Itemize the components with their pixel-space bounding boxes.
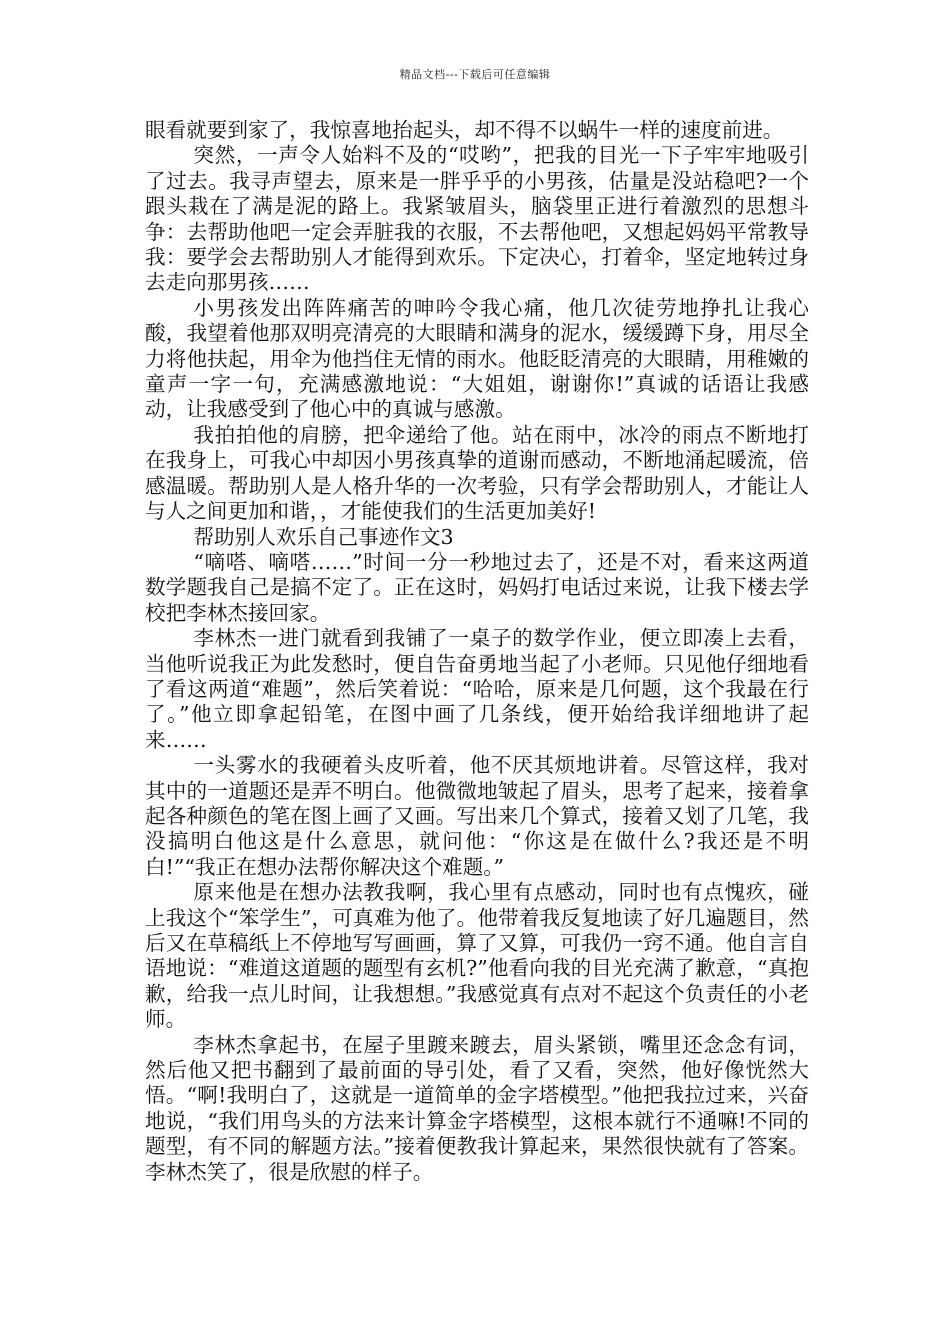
document-body xyxy=(145,118,809,1185)
paragraph: 我拍拍他的肩膀，把伞递给了他。站在雨中，冰冷的雨点不断地打在我身上，可我心中却因小男孩真挚的道谢而感动，不断地涌起暖流，倍感温暖。帮助别人是人格升华的一次考验，只有学会帮助别人，才能让人与人之间更加和谐，，才能使我们的生活更加美好! xyxy=(145,422,809,524)
paragraph: 一头雾水的我硬着头皮听着，他不厌其烦地讲着。尽管这样，我对其中的一道题还是弄不明白。他微微地皱起了眉头，思考了起来，接着拿起各种颜色的笔在图上画了又画。写出来几个算式，接着又划了几笔，我没搞明白他这是什么意思，就问他：“你这是在做什么?我还是不明白!”“我正在想办法帮你解决这个难题。” xyxy=(145,753,809,879)
section-heading: 帮助别人欢乐自己事迹作文3 xyxy=(193,524,454,549)
paragraph: 突然，一声令人始料不及的“哎哟”，把我的目光一下子牢牢地吸引了过去。我寻声望去，原来是一胖乎乎的小男孩，估量是没站稳吧?一个跟头栽在了满是泥的路上。我紧皱眉头，脑袋里正进行着激烈的思想斗争：去帮助他吧一定会弄脏我的衣服，不去帮他吧，又想起妈妈平常教导我：要学会去帮助别人才能得到欢乐。下定决心，打着伞，坚定地转过身去走向那男孩…… xyxy=(145,143,809,295)
paragraph: 原来他是在想办法教我啊，我心里有点感动，同时也有点愧疚，碰上我这个“笨学生”，可真难为他了。他带着我反复地读了好几遍题目，然后又在草稿纸上不停地写写画画，算了又算，可我仍一窍不通。他自言自语地说：“难道这道题的题型有玄机?”他看向我的目光充满了歉意，“真抱歉，给我一点儿时间，让我想想。”我感觉真有点对不起这个负责任的小老师。 xyxy=(145,880,809,1032)
paragraph: 小男孩发出阵阵痛苦的呻吟令我心痛，他几次徒劳地挣扎让我心酸，我望着他那双明亮清亮的大眼睛和满身的泥水，缓缓蹲下身，用尽全力将他扶起，用伞为他挡住无情的雨水。他眨眨清亮的大眼睛，用稚嫩的童声一字一句，充满感激地说：“大姐姐，谢谢你!”真诚的话语让我感动，让我感受到了他心中的真诚与感激。 xyxy=(145,295,809,422)
paragraph: 李林杰拿起书，在屋子里踱来踱去，眉头紧锁，嘴里还念念有词，然后他又把书翻到了最前面的导引处，看了又看，突然，他好像恍然大悟。“啊!我明白了，这就是一道简单的金字塔模型。”他把我拉过来，兴奋地说，“我们用鸟头的方法来计算金字塔模型，这根本就行不通嘛!不同的题型，有不同的解题方法。”接着便教我计算起来，果然很快就有了答案。李林杰笑了，很是欣慰的样子。 xyxy=(145,1032,809,1184)
page-header: 精品文档---下载后可任意编辑 xyxy=(399,68,551,81)
paragraph: 李林杰一进门就看到我铺了一桌子的数学作业，便立即凑上去看，当他听说我正为此发愁时，便自告奋勇地当起了小老师。只见他仔细地看了看这两道“难题”，然后笑着说：“哈哈，原来是几何题，这个我最在行了。”他立即拿起铅笔，在图中画了几条线，便开始给我详细地讲了起来…… xyxy=(145,626,809,752)
paragraph: “嘀嗒、嘀嗒……”时间一分一秒地过去了，还是不对，看来这两道数学题我自己是搞不定了。正在这时，妈妈打电话过来说，让我下楼去学校把李林杰接回家。 xyxy=(145,549,809,625)
paragraph: 眼看就要到家了，我惊喜地抬起头，却不得不以蜗牛一样的速度前进。 xyxy=(145,118,784,142)
